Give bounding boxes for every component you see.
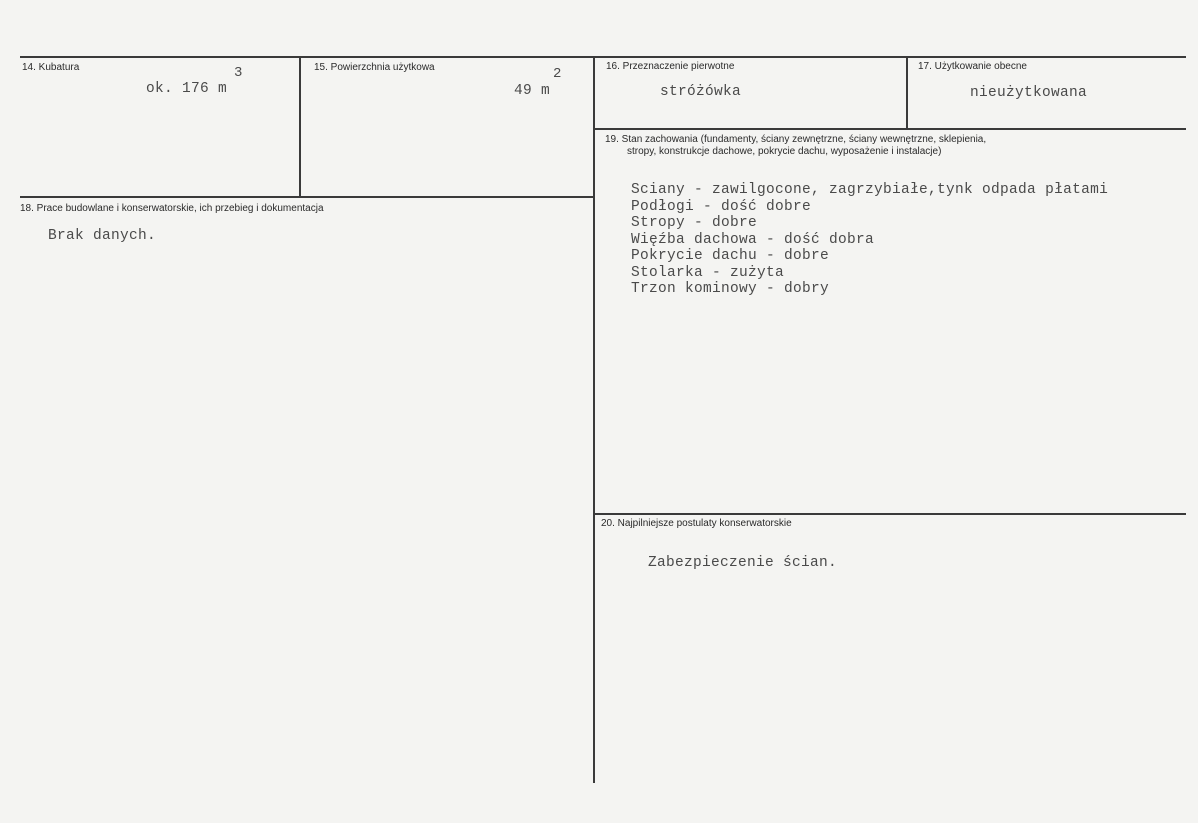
center-divider <box>593 56 595 783</box>
rule-under-16-17 <box>595 128 1186 130</box>
field-19-lines <box>631 182 1108 298</box>
field-20-label: 20. Najpilniejsze postulaty konserwatorskie <box>601 518 792 529</box>
field-18-label: 18. Prace budowlane i konserwatorskie, ich przebieg i dokumentacja <box>20 203 324 214</box>
condition-line: Sciany - zawilgocone, zagrzybiałe,tynk odpada płatami <box>631 182 1109 198</box>
condition-line: Stropy - dobre <box>631 215 758 231</box>
field-17-label: 17. Użytkowanie obecne <box>918 61 1027 72</box>
condition-line: Pokrycie dachu - dobre <box>631 248 830 264</box>
condition-line: Więźba dachowa - dość dobra <box>631 231 875 248</box>
field-16-value: stróżówka <box>660 84 742 100</box>
condition-line: Trzon kominowy - dobry <box>631 281 830 297</box>
field-15-value: 49 m <box>514 83 551 99</box>
field-15-label: 15. Powierzchnia użytkowa <box>314 62 435 73</box>
top-rule <box>20 56 1186 58</box>
field-17-value: nieużytkowana <box>970 85 1088 101</box>
condition-line: Podłogi - dość dobre <box>631 198 812 215</box>
field-14-label: 14. Kubatura <box>22 62 80 73</box>
field-20-value: Zabezpieczenie ścian. <box>648 555 838 571</box>
field-15-superscript: 2 <box>553 66 562 82</box>
field-19-label-line2: stropy, konstrukcje dachowe, pokrycie dachu, wyposażenie i instalacje) <box>627 146 942 157</box>
divider-16-17 <box>906 56 908 129</box>
field-14-superscript: 3 <box>234 65 243 81</box>
field-19-label-line1: 19. Stan zachowania (fundamenty, ściany zewnętrzne, ściany wewnętrzne, sklepienia, <box>605 134 987 145</box>
condition-line: Stolarka - zużyta <box>631 264 785 281</box>
field-16-label: 16. Przeznaczenie pierwotne <box>606 61 735 72</box>
field-14-value: ok. 176 m <box>146 81 228 97</box>
divider-14-15 <box>299 56 301 197</box>
rule-under-14-15 <box>20 196 595 198</box>
rule-above-20 <box>595 513 1186 515</box>
field-18-value: Brak danych. <box>48 228 157 244</box>
